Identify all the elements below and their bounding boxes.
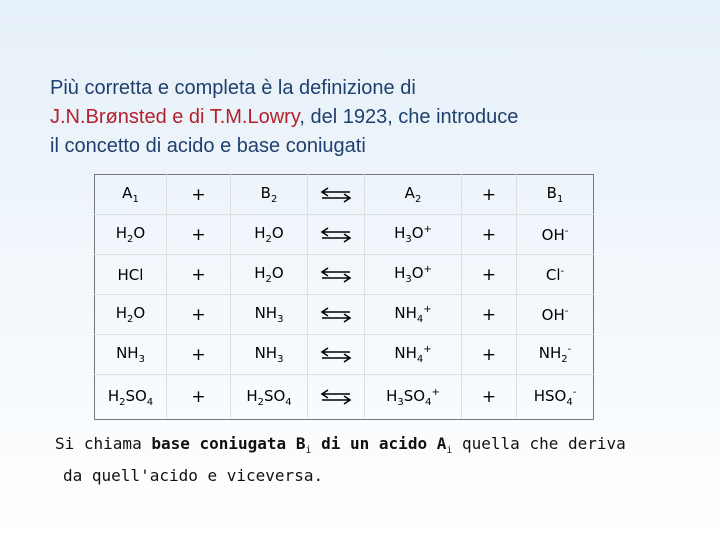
acid-1-cell: $H_2O$ <box>95 215 167 255</box>
acid-2-cell: $H_3O^+$ <box>365 215 462 255</box>
intro-part3: il concetto di acido e base coniugati <box>50 135 366 157</box>
acid-1-cell: $A_1$ <box>95 175 167 215</box>
footer-sub1: i <box>305 445 312 457</box>
reaction-row <box>95 335 594 375</box>
equilibrium-arrow <box>308 295 365 335</box>
reaction-row <box>95 295 594 335</box>
intro-names: J.N.Brønsted e di T.M.Lowry <box>50 106 300 128</box>
base-2-cell: $H_2O$ <box>231 215 308 255</box>
reaction-table <box>94 174 594 420</box>
plus-sign: + <box>462 375 517 420</box>
footer-bold2: di un acido A <box>311 434 447 453</box>
acid-2-cell: $H_3O^+$ <box>365 255 462 295</box>
equilibrium-arrow-icon <box>319 187 353 203</box>
equilibrium-arrow <box>308 255 365 295</box>
intro-part2: , del 1923, che introduce <box>299 106 519 128</box>
equilibrium-arrow-icon <box>319 267 353 283</box>
footer-sub2: i <box>446 445 453 457</box>
acid-1-cell: $H_2SO_4$ <box>95 375 167 420</box>
base-2-cell: $H_2SO_4$ <box>231 375 308 420</box>
equilibrium-arrow <box>308 175 365 215</box>
footer-line2: da quell'acido e viceversa. <box>63 466 324 486</box>
reaction-row <box>95 255 594 295</box>
base-2-cell: $H_2O$ <box>231 255 308 295</box>
equilibrium-arrow-icon <box>319 227 353 243</box>
intro-part1: Più corretta e completa è la definizione di <box>50 77 416 99</box>
acid-2-cell: $H_3SO_4^+$ <box>365 375 462 420</box>
equilibrium-arrow-icon <box>319 389 353 405</box>
plus-sign: + <box>167 295 231 335</box>
footer-lead: Si chiama <box>55 434 152 453</box>
equilibrium-arrow-icon <box>319 307 353 323</box>
plus-sign: + <box>167 215 231 255</box>
reaction-row <box>95 175 594 215</box>
acid-1-cell: HCl <box>95 255 167 295</box>
acid-2-cell: $A_2$ <box>365 175 462 215</box>
plus-sign: + <box>462 335 517 375</box>
footer-text <box>55 431 705 488</box>
plus-sign: + <box>462 295 517 335</box>
base-2-cell: $NH_3$ <box>231 295 308 335</box>
equilibrium-arrow <box>308 335 365 375</box>
plus-sign: + <box>462 175 517 215</box>
base-1-cell: $B_1$ <box>517 175 594 215</box>
footer-bold1: base coniugata B <box>151 434 306 453</box>
base-1-cell: OH- <box>517 295 594 335</box>
base-1-cell: OH- <box>517 215 594 255</box>
plus-sign: + <box>167 375 231 420</box>
footer-tail: quella che deriva <box>452 434 626 453</box>
plus-sign: + <box>462 255 517 295</box>
plus-sign: + <box>167 175 231 215</box>
plus-sign: + <box>167 255 231 295</box>
equilibrium-arrow <box>308 375 365 420</box>
footer-line1 <box>55 431 705 463</box>
plus-sign: + <box>462 215 517 255</box>
equilibrium-arrow-icon <box>319 347 353 363</box>
acid-2-cell: $NH_4^+$ <box>365 335 462 375</box>
acid-1-cell: $H_2O$ <box>95 295 167 335</box>
plus-sign: + <box>167 335 231 375</box>
base-2-cell: $NH_3$ <box>231 335 308 375</box>
base-1-cell: Cl- <box>517 255 594 295</box>
base-2-cell: $B_2$ <box>231 175 308 215</box>
base-1-cell: $NH_2^-$ <box>517 335 594 375</box>
acid-2-cell: $NH_4^+$ <box>365 295 462 335</box>
base-1-cell: $HSO_4^-$ <box>517 375 594 420</box>
reaction-row <box>95 375 594 420</box>
equilibrium-arrow <box>308 215 365 255</box>
reaction-row <box>95 215 594 255</box>
intro-text <box>50 74 680 161</box>
acid-1-cell: $NH_3$ <box>95 335 167 375</box>
